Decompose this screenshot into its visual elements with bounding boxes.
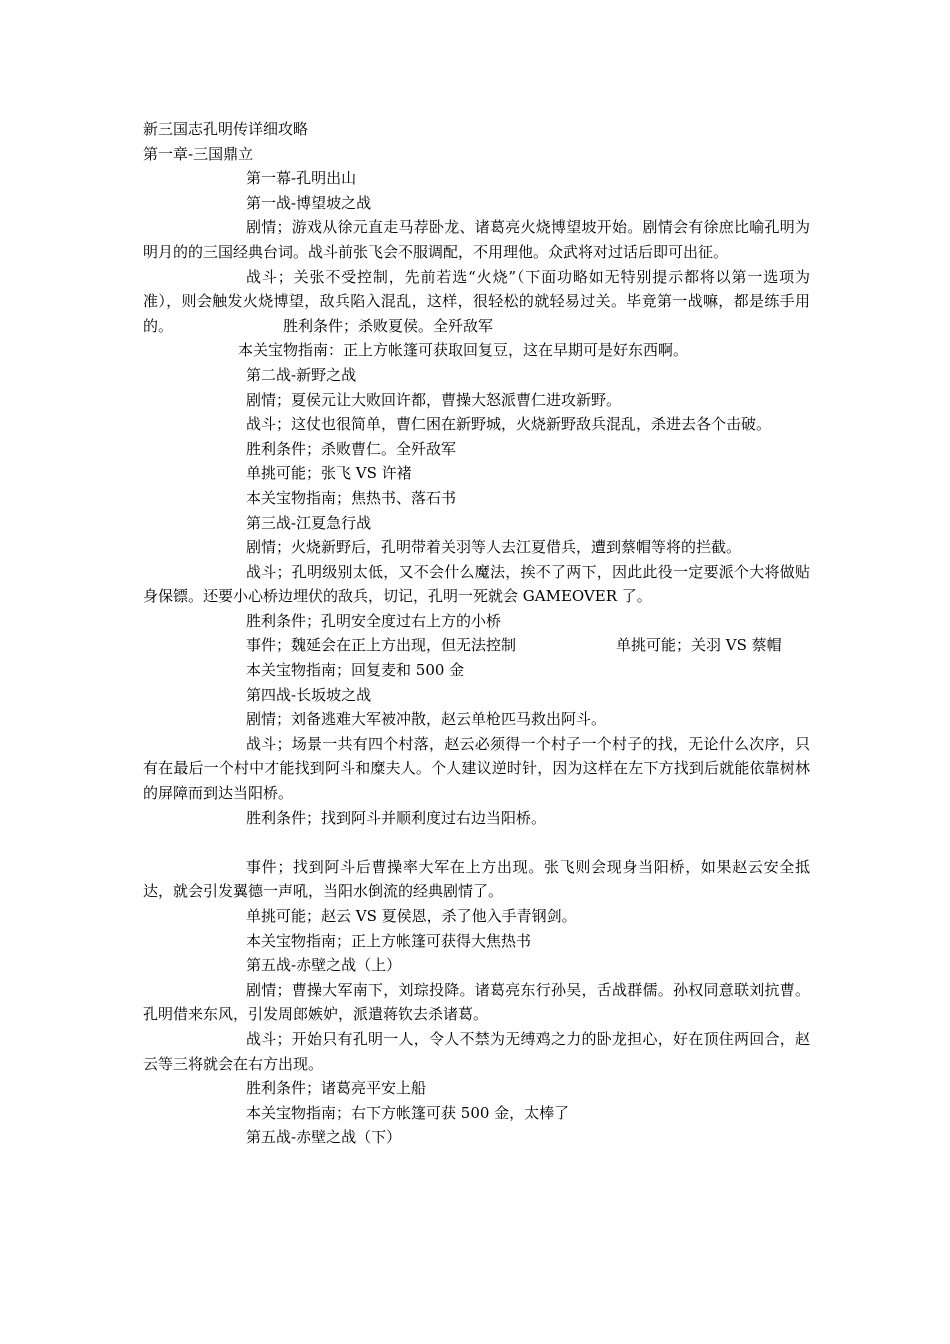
battle-5a-treasure: 本关宝物指南；右下方帐篷可获 500 金，太棒了 [246,1103,570,1122]
battle-1-combat-text: 战斗；关张不受控制，先前若选“火烧”（下面功略如无特别提示都将以第一选项为准），则会触发火烧博望，敌兵陷入混乱，这样，很轻松的就轻易过关。毕竟第一战嘛，都是练手用的。 [143,267,810,335]
battle-2-combat: 战斗；这仗也很简单，曹仁困在新野城，火烧新野敌兵混乱，杀进去各个击破。 [246,415,772,434]
battle-3-duel: 单挑可能；关羽 VS 蔡帽 [616,636,782,655]
battle-4-victory: 胜利条件；找到阿斗并顺利度过右边当阳桥。 [246,808,547,827]
battle-2-plot: 剧情；夏侯元让大败回许都，曹操大怒派曹仁进攻新野。 [246,390,622,409]
battle-4-plot: 剧情；刘备逃难大军被冲散，赵云单枪匹马救出阿斗。 [246,710,607,729]
battle-1-heading: 第一战-博望坡之战 [246,193,372,212]
battle-1-plot: 剧情；游戏从徐元直走马荐卧龙、诸葛亮火烧博望坡开始。剧情会有徐庶比喻孔明为明月的的三国经典台词。战斗前张飞会不服调配，不用理他。众武将对过话后即可出征。 [143,218,810,261]
battle-4-combat: 战斗；场景一共有四个村落，赵云必须得一个村子一个村子的找，无论什么次序，只有在最后一个村中才能找到阿斗和糜夫人。个人建议逆时针，因为这样在左下方找到后就能依靠树林的屏障而到达当阳桥。 [143,734,810,803]
battle-3-heading: 第三战-江夏急行战 [246,513,372,532]
battle-5a-combat: 战斗；开始只有孔明一人，令人不禁为无缚鸡之力的卧龙担心，好在顶住两回合，赵云等三将就会在右方出现。 [143,1029,810,1073]
battle-4-heading: 第四战-长坂坡之战 [246,685,372,704]
document-body [143,117,810,1150]
battle-2-victory: 胜利条件；杀败曹仁。全歼敌军 [246,439,457,458]
battle-5b-heading: 第五战-赤壁之战（下） [246,1128,402,1147]
battle-5a-victory: 胜利条件；诸葛亮平安上船 [246,1079,427,1098]
act-heading: 第一幕-孔明出山 [246,169,357,188]
battle-5a-heading: 第五战-赤壁之战（上） [246,956,402,975]
battle-4-treasure: 本关宝物指南；正上方帐篷可获得大焦热书 [246,931,532,950]
battle-3-victory: 胜利条件；孔明安全度过右上方的小桥 [246,611,502,630]
battle-1-combat [143,265,810,339]
battle-3-event-text: 事件；魏延会在正上方出现，但无法控制 [246,636,517,655]
battle-5a-plot: 剧情；曹操大军南下，刘琮投降。诸葛亮东行孙吴，舌战群儒。孙权同意联刘抗曹。孔明借来东风，引发周郎嫉妒，派遣蒋钦去杀诸葛。 [143,980,810,1024]
battle-2-duel: 单挑可能；张飞 VS 许褚 [246,464,412,483]
battle-1-treasure: 本关宝物指南：正上方帐篷可获取回复豆，这在早期可是好东西啊。 [238,341,689,360]
document-title: 新三国志孔明传详细攻略 [143,120,309,138]
battle-4-duel: 单挑可能；赵云 VS 夏侯恩，杀了他入手青钢剑。 [246,907,577,925]
battle-3-plot: 剧情；火烧新野后，孔明带着关羽等人去江夏借兵，遭到蔡帽等将的拦截。 [246,538,742,557]
battle-1-victory: 胜利条件；杀败夏侯。全歼敌军 [283,316,494,335]
battle-3-treasure: 本关宝物指南；回复麦和 500 金 [246,661,465,680]
battle-2-heading: 第二战-新野之战 [246,365,357,384]
battle-4-event: 事件；找到阿斗后曹操率大军在上方出现。张飞则会现身当阳桥，如果赵云安全抵达，就会引发翼德一声吼，当阳水倒流的经典剧情了。 [143,857,810,901]
battle-3-event [143,633,810,658]
blank-line [143,830,810,855]
chapter-heading: 第一章-三国鼎立 [143,144,254,163]
battle-2-treasure: 本关宝物指南；焦热书、落石书 [246,488,457,507]
battle-3-combat: 战斗；孔明级别太低，又不会什么魔法，挨不了两下，因此此役一定要派个大将做贴身保镖。还要小心桥边埋伏的敌兵，切记，孔明一死就会 GAMEOVER 了。 [143,562,810,606]
